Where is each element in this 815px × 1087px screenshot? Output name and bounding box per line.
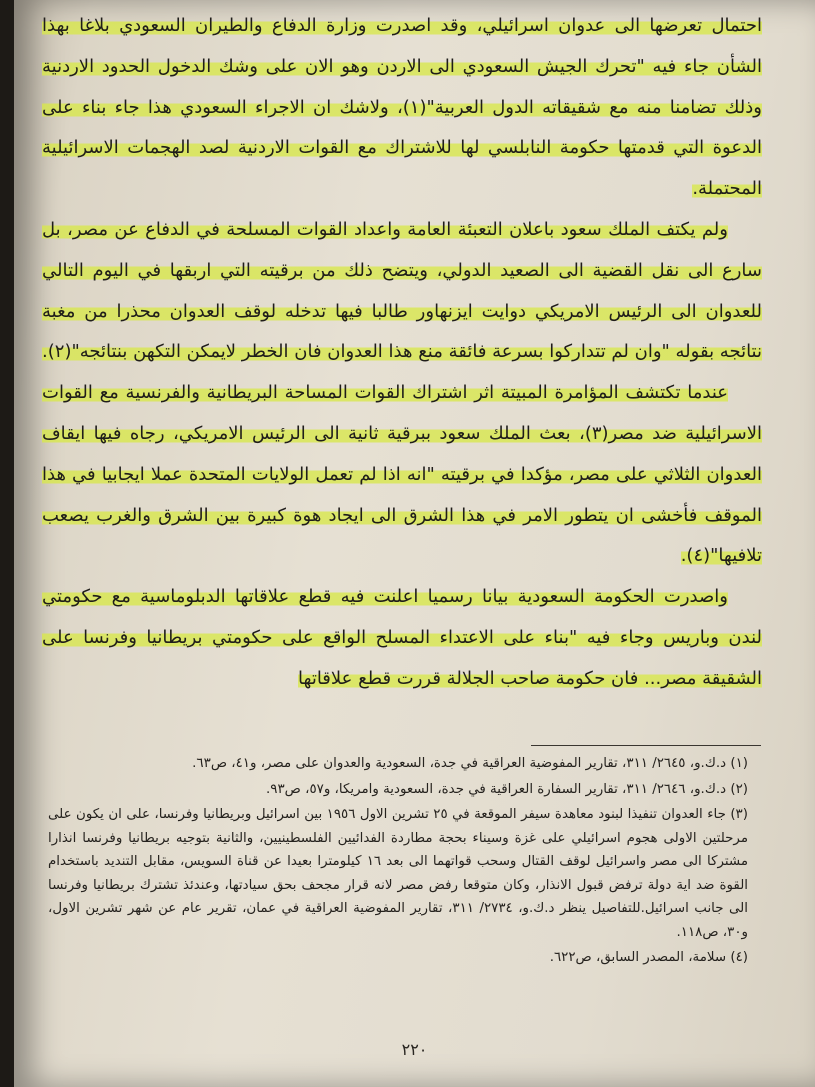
highlighted-text: واصدرت الحكومة السعودية بيانا رسميا اعلنت فيه قطع علاقاتها الدبلوماسية مع حكومتي لندن وباريس وجاء فيه "بناء على الاعتداء المسلح الواقع على حكومتي بريطانيا وفرنسا على الشقيقة مصر... فان حكومة صاحب الجلالة قررت قطع علاقاتها — [42, 586, 762, 689]
footnote-1: (١) د.ك.و، ٢٦٤٥/ ٣١١، تقارير المفوضية العراقية في جدة، السعودية والعدوان على مصر، و٤١، ص٦٣. — [192, 756, 748, 771]
highlighted-text: ولم يكتف الملك سعود باعلان التعبئة العامة واعداد القوات المسلحة في الدفاع عن مصر، بل سارع الى نقل القضية الى الصعيد الدولي، ويتضح ذلك من برقيته التي اربقها في اليوم التالي للعدوان الى الرئيس الامريكي دوايت ايزنهاور طالبا فيها تدخله لوقف العدوان محذرا من مغبة نتائجه بقوله "وان لم تتداركوا بسرعة فائقة منع هذا العدوان فان الخطر لايمكن التكهن بنتائجه"(٢). — [42, 218, 762, 363]
paragraph-1 — [42, 6, 762, 210]
footnote-2: (٢) د.ك.و، ٢٦٤٦/ ٣١١، تقارير السفارة العراقية في جدة، السعودية وامريكا، و٥٧، ص٩٣. — [266, 781, 748, 797]
footnotes — [48, 752, 748, 972]
highlighted-text: عندما تكتشف المؤامرة المبيتة اثر اشتراك القوات المساحة البريطانية والفرنسية مع القوات الاسرائيلية ضد مصر(٣)، بعث الملك سعود ببرقية ثانية الى الرئيس الامريكي، رجاه فيها ايقاف العدوان الثلاثي على مصر، مؤكدا في برقيته "انه اذا لم تعمل الولايات المتحدة عملا ايجابيا في هذا الموقف فأخشى ان يتطور الامر في هذا الشرق الى ايجاد هوة كبيرة بين الشرق والغرب يصعب تلافيها"(٤). — [42, 382, 762, 567]
footnote-4: (٤) سلامة، المصدر السابق، ص٦٢٢. — [549, 950, 748, 965]
page-number: ٢٢٠ — [401, 1040, 428, 1059]
main-text — [42, 6, 762, 700]
paragraph-2 — [42, 210, 762, 373]
footnote-divider — [531, 745, 761, 746]
highlighted-text: احتمال تعرضها الى عدوان اسرائيلي، وقد اصدرت وزارة الدفاع والطيران السعودي بلاغا بهذا الشأن جاء فيه "تحرك الجيش السعودي الى الاردن وهو الان على وشك الدخول الحدود الاردنية وذلك تضامنا منه مع شقيقاته الدول العربية"(١)، ولاشك ان الاجراء السعودي هذا جاء بناء على الدعوة التي قدمتها حكومة النابلسي لها للاشتراك مع القوات الاردنية لصد الهجمات الاسرائيلية المحتملة. — [42, 15, 762, 200]
paragraph-4 — [42, 577, 762, 699]
book-page — [14, 0, 815, 1087]
paragraph-3 — [42, 373, 762, 577]
footnote-3: (٣) جاء العدوان تنفيذا لبنود معاهدة سيفر الموقعة في ٢٥ تشرين الاول ١٩٥٦ بين اسرائيل وبريطانيا وفرنسا، على ان يكون على مرحلتين الاولى هجوم اسرائيلي على غزة وسيناء بحجة مطاردة الفدائيين الفلسطينيين، والثانية بتوجيه بريطانيا وفرنسا انذارا مشتركا الى مصر واسرائيل لوقف القتال وسحب قواتهما الى بعد ١٦ كيلومترا بعيدا عن قناة السويس، مقابل التنديد باستخدام القوة ضد اية دولة ترفض قبول الانذار، وكان متوقعا رفض مصر لانه قرار مجحف بحق سيادتها، وعندئذ تشترك بريطانيا وفرنسا الى جانب اسرائيل.للتفاصيل ينظر د.ك.و، ٢٧٣٤/ ٣١١، تقارير المفوضية العراقية في عمان، تقرير عام عن شهر تشرين الاول، و٣٠، ص١١٨. — [48, 807, 748, 940]
